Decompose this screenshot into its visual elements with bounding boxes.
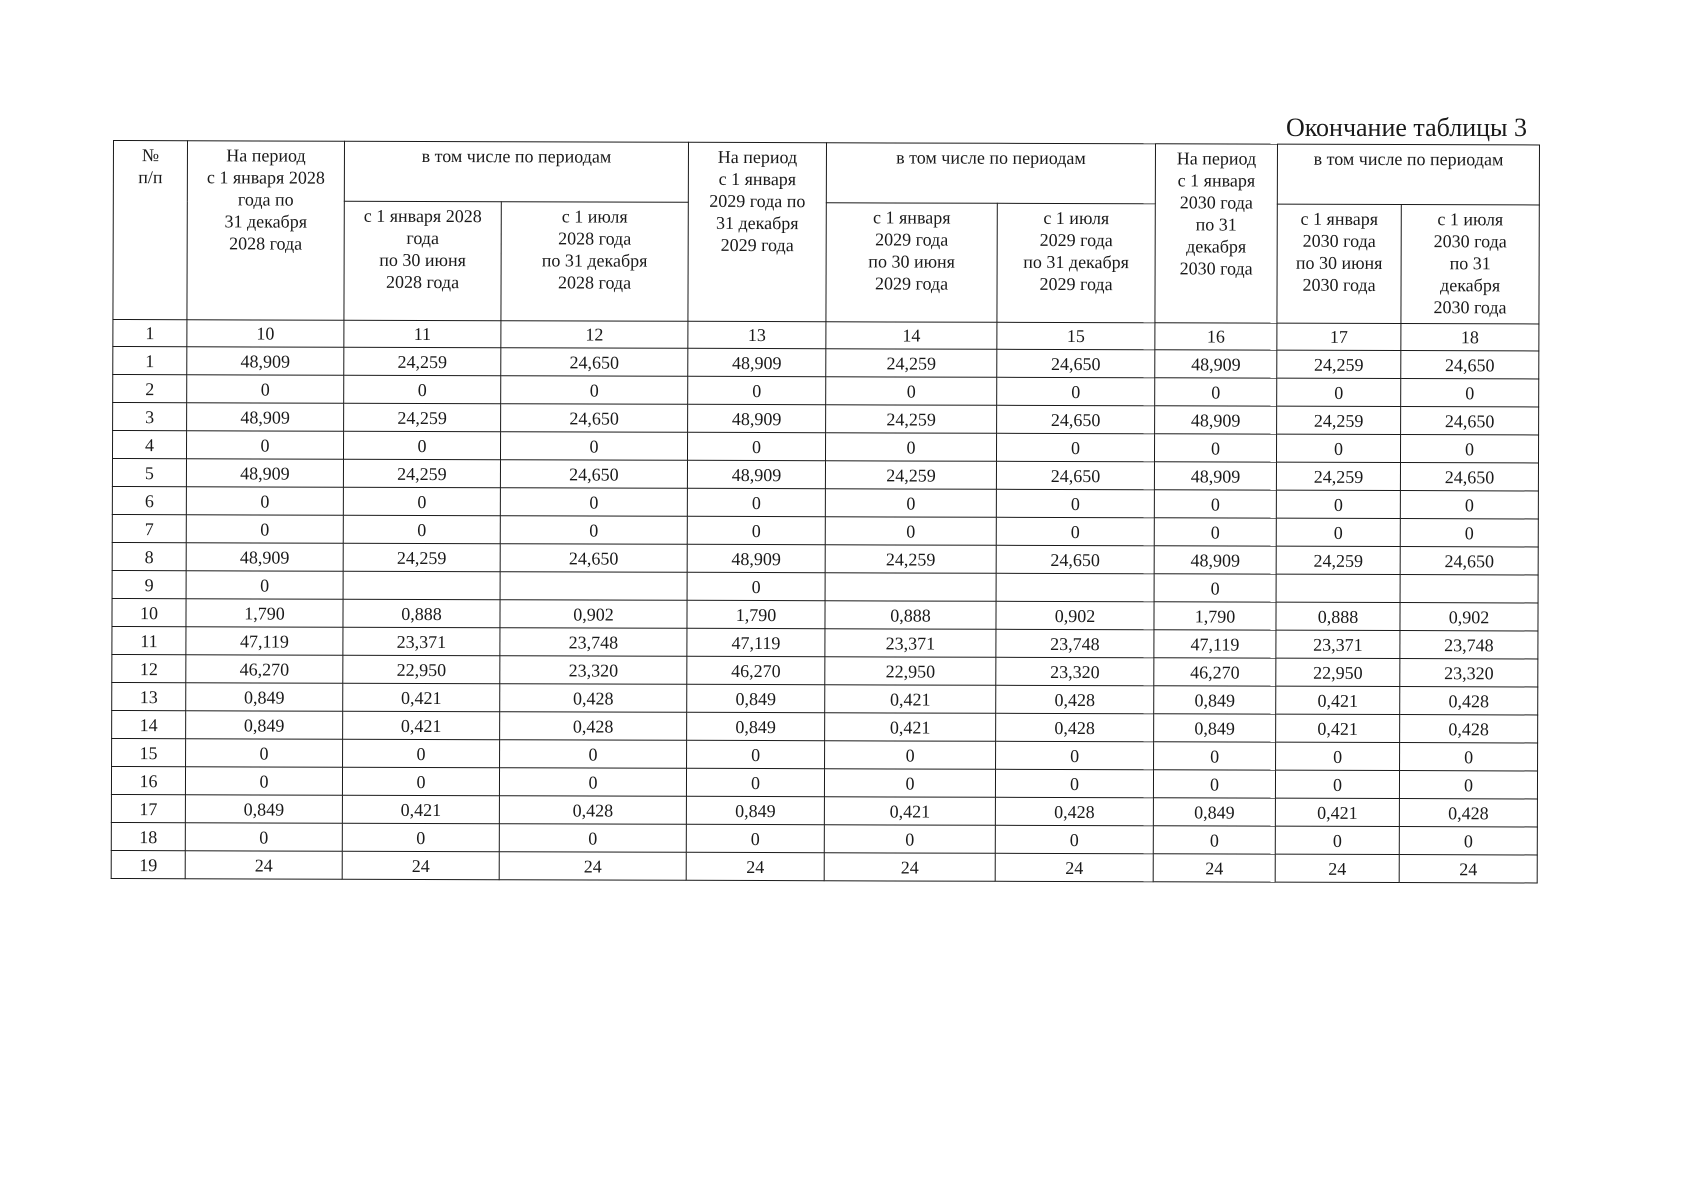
header-2028-total: На период с 1 января 2028 года по 31 декабря 2028 года <box>187 141 345 320</box>
value-cell: 12 <box>501 321 688 349</box>
value-cell: 0,428 <box>996 685 1154 713</box>
value-cell: 0,849 <box>186 683 343 711</box>
table-row <box>112 570 1538 602</box>
value-cell: 0,888 <box>825 601 996 630</box>
value-cell: 23,748 <box>500 628 687 657</box>
value-cell: 48,909 <box>687 460 825 488</box>
value-cell: 0 <box>825 489 996 518</box>
table-row <box>112 738 1538 770</box>
value-cell: 0,428 <box>1400 687 1538 715</box>
value-cell: 0 <box>186 487 343 515</box>
value-cell: 0 <box>1400 491 1538 519</box>
value-cell: 0 <box>1153 826 1275 854</box>
row-number-cell: 11 <box>112 626 186 654</box>
value-cell: 0 <box>1277 378 1401 406</box>
row-number-cell: 9 <box>112 570 186 598</box>
value-cell: 0 <box>186 739 343 767</box>
value-cell: 0 <box>1154 742 1276 770</box>
row-number-cell: 4 <box>112 431 186 459</box>
row-number-cell: 18 <box>111 822 185 850</box>
value-cell: 22,950 <box>343 655 500 683</box>
header-2030-breakdown: в том числе по периодам <box>1277 144 1539 205</box>
value-cell: 0 <box>687 516 825 544</box>
value-cell: 48,909 <box>1154 462 1276 490</box>
value-cell: 0 <box>1276 518 1400 546</box>
value-cell: 23,320 <box>500 656 687 685</box>
value-cell: 48,909 <box>186 543 343 571</box>
value-cell: 0,849 <box>687 712 825 740</box>
value-cell: 24 <box>1399 855 1537 883</box>
value-cell: 23,748 <box>1400 631 1538 659</box>
value-cell: 0 <box>186 515 343 543</box>
table-row <box>112 431 1538 463</box>
table-row <box>112 542 1538 574</box>
value-cell: 48,909 <box>688 348 826 376</box>
value-cell: 24,650 <box>996 545 1154 573</box>
row-number-cell: 5 <box>112 459 186 487</box>
value-cell <box>996 573 1154 601</box>
value-cell: 24,650 <box>501 404 688 433</box>
table-continuation-heading: Окончание таблицы 3 <box>1285 113 1527 142</box>
value-cell: 24 <box>1153 854 1275 882</box>
value-cell: 0,421 <box>825 713 996 742</box>
value-cell: 24,259 <box>343 543 500 571</box>
value-cell: 0,849 <box>1154 714 1276 742</box>
row-number-cell: 2 <box>113 375 187 403</box>
value-cell: 46,270 <box>186 655 343 683</box>
value-cell: 47,119 <box>186 627 343 655</box>
value-cell: 0 <box>996 489 1154 517</box>
row-number-cell: 6 <box>112 486 186 514</box>
value-cell: 0 <box>343 487 500 515</box>
value-cell: 24,650 <box>1401 351 1539 379</box>
value-cell: 0,902 <box>500 600 687 629</box>
value-cell <box>500 572 687 601</box>
value-cell: 23,320 <box>996 657 1154 685</box>
value-cell: 0,421 <box>1275 798 1399 826</box>
value-cell: 0,849 <box>185 795 342 823</box>
value-cell: 0 <box>824 769 995 798</box>
value-cell: 0 <box>686 768 824 796</box>
table-row <box>112 654 1538 686</box>
value-cell: 0 <box>1401 435 1539 463</box>
value-cell: 0 <box>1399 771 1537 799</box>
row-number-cell: 1 <box>113 347 187 375</box>
value-cell: 46,270 <box>1154 658 1276 686</box>
value-cell: 0 <box>1399 827 1537 855</box>
value-cell: 22,950 <box>1276 658 1400 686</box>
value-cell: 0,428 <box>499 796 686 825</box>
value-cell: 24,259 <box>825 461 996 490</box>
table-row <box>112 459 1538 491</box>
value-cell: 24,259 <box>825 545 996 574</box>
value-cell: 0 <box>1400 743 1538 771</box>
value-cell: 0 <box>1154 490 1276 518</box>
header-2028-breakdown: в том числе по периодам <box>344 141 688 202</box>
header-2029-h1: с 1 января 2029 года по 30 июня 2029 года <box>826 203 997 323</box>
value-cell: 48,909 <box>187 347 344 375</box>
value-cell: 47,119 <box>687 628 825 656</box>
row-number-cell: 3 <box>113 403 187 431</box>
value-cell: 24,650 <box>500 544 687 573</box>
value-cell: 10 <box>187 320 344 347</box>
value-cell: 24 <box>185 851 342 879</box>
value-cell: 48,909 <box>688 404 826 432</box>
value-cell: 15 <box>997 322 1155 349</box>
value-cell: 48,909 <box>1154 546 1276 574</box>
row-number-cell: 19 <box>111 850 185 878</box>
value-cell: 0 <box>185 823 342 851</box>
row-number-cell: 17 <box>111 794 185 822</box>
value-cell: 0 <box>688 432 826 460</box>
value-cell: 0 <box>997 377 1155 405</box>
value-cell: 0 <box>1275 770 1399 798</box>
value-cell: 0 <box>825 741 996 770</box>
value-cell: 24,650 <box>1400 463 1538 491</box>
value-cell: 0,421 <box>1276 686 1400 714</box>
table-row <box>113 375 1539 407</box>
value-cell: 24,650 <box>996 461 1154 489</box>
value-cell: 0 <box>186 431 343 459</box>
row-number-cell: 14 <box>112 710 186 738</box>
value-cell: 0 <box>826 433 997 462</box>
value-cell: 24 <box>995 853 1153 881</box>
value-cell: 0,428 <box>500 712 687 741</box>
value-cell: 0 <box>826 377 997 406</box>
value-cell: 0 <box>687 740 825 768</box>
value-cell: 46,270 <box>687 656 825 684</box>
value-cell: 0 <box>343 431 500 459</box>
value-cell: 24,259 <box>1277 350 1401 378</box>
value-cell: 0 <box>342 767 499 795</box>
header-2028-h1: с 1 января 2028 года по 30 июня 2028 года <box>344 201 501 320</box>
value-cell: 0,902 <box>1400 603 1538 631</box>
header-2029-breakdown: в том числе по периодам <box>826 143 1155 204</box>
value-cell: 0 <box>1153 770 1275 798</box>
value-cell: 24,650 <box>1400 547 1538 575</box>
value-cell: 0 <box>501 376 688 405</box>
value-cell: 0 <box>995 769 1153 797</box>
value-cell: 11 <box>344 320 501 347</box>
value-cell: 0,428 <box>996 713 1154 741</box>
header-2029-h2: с 1 июля 2029 года по 31 декабря 2029 года <box>997 203 1155 322</box>
value-cell: 0 <box>1400 519 1538 547</box>
header-2030-h2: с 1 июля 2030 года по 31 декабря 2030 года <box>1401 205 1539 324</box>
value-cell: 0 <box>185 767 342 795</box>
value-cell: 0 <box>343 515 500 543</box>
value-cell: 0 <box>687 572 825 600</box>
value-cell: 0 <box>500 516 687 545</box>
value-cell: 24 <box>499 852 686 881</box>
value-cell: 0 <box>1154 574 1276 602</box>
value-cell: 24,259 <box>344 347 501 375</box>
value-cell: 0 <box>186 571 343 599</box>
value-cell: 47,119 <box>1154 630 1276 658</box>
table-body <box>111 320 1539 883</box>
value-cell: 0,849 <box>1154 686 1276 714</box>
value-cell: 0 <box>996 517 1154 545</box>
value-cell: 0,888 <box>1276 602 1400 630</box>
value-cell: 0 <box>997 433 1155 461</box>
value-cell: 0 <box>1155 378 1277 406</box>
row-number-cell: 15 <box>112 738 186 766</box>
value-cell: 0 <box>1276 490 1400 518</box>
value-cell: 0,428 <box>1400 715 1538 743</box>
row-number-cell: 8 <box>112 542 186 570</box>
value-cell: 0 <box>686 824 824 852</box>
header-2029-total: На период с 1 января 2029 года по 31 декабря 2029 года <box>688 142 827 321</box>
value-cell: 23,371 <box>343 627 500 655</box>
value-cell <box>1400 575 1538 603</box>
table-row <box>112 682 1538 714</box>
value-cell: 0 <box>825 517 996 546</box>
table-row <box>111 794 1537 826</box>
value-cell: 0,421 <box>343 683 500 711</box>
value-cell: 0 <box>1277 434 1401 462</box>
value-cell: 48,909 <box>187 403 344 431</box>
header-row-number: № п/п <box>113 141 188 320</box>
value-cell: 18 <box>1401 324 1539 351</box>
value-cell: 0,888 <box>343 599 500 627</box>
value-cell: 0,421 <box>824 797 995 826</box>
value-cell: 0 <box>342 823 499 851</box>
value-cell: 48,909 <box>186 459 343 487</box>
table-row <box>111 850 1537 882</box>
value-cell: 0,428 <box>995 797 1153 825</box>
table-row <box>111 822 1537 854</box>
value-cell: 48,909 <box>1155 350 1277 378</box>
value-cell: 24,650 <box>997 405 1155 433</box>
value-cell: 24,259 <box>344 403 501 431</box>
value-cell: 1,790 <box>1154 602 1276 630</box>
value-cell: 0 <box>344 375 501 403</box>
row-number-cell: 1 <box>113 320 187 347</box>
value-cell: 23,320 <box>1400 659 1538 687</box>
header-2030-total: На период с 1 января 2030 года по 31 декабря 2030 года <box>1155 144 1278 323</box>
value-cell: 0 <box>187 375 344 403</box>
value-cell: 24 <box>342 851 499 879</box>
header-2028-h2: с 1 июля 2028 года по 31 декабря 2028 года <box>501 202 688 322</box>
value-cell: 0 <box>824 825 995 854</box>
row-number-cell: 10 <box>112 598 186 626</box>
value-cell: 14 <box>826 322 997 350</box>
value-cell: 0 <box>499 768 686 797</box>
value-cell: 0,421 <box>343 711 500 739</box>
value-cell: 0 <box>500 740 687 769</box>
value-cell: 0 <box>1155 434 1277 462</box>
value-cell: 0,849 <box>186 711 343 739</box>
value-cell: 24,650 <box>500 460 687 489</box>
value-cell: 0 <box>1154 518 1276 546</box>
value-cell: 24,650 <box>501 348 688 377</box>
value-cell: 24,650 <box>1401 407 1539 435</box>
value-cell: 13 <box>688 321 826 348</box>
value-cell: 23,371 <box>825 629 996 658</box>
row-number-cell: 13 <box>112 682 186 710</box>
table-row <box>112 626 1538 658</box>
value-cell: 24,259 <box>1277 406 1401 434</box>
value-cell: 24,259 <box>1276 546 1400 574</box>
value-cell: 24 <box>686 852 824 880</box>
table-row <box>112 486 1538 518</box>
value-cell: 24 <box>824 853 995 882</box>
value-cell: 0 <box>687 488 825 516</box>
value-cell: 0 <box>500 488 687 517</box>
value-cell: 0 <box>995 825 1153 853</box>
value-cell: 17 <box>1277 323 1401 350</box>
value-cell: 0,849 <box>1153 798 1275 826</box>
value-cell: 0 <box>499 824 686 853</box>
value-cell: 0,902 <box>996 601 1154 629</box>
value-cell: 24,259 <box>826 349 997 378</box>
value-cell: 23,748 <box>996 629 1154 657</box>
value-cell: 0,428 <box>500 684 687 713</box>
table-row <box>112 598 1538 630</box>
row-number-cell: 16 <box>111 766 185 794</box>
value-cell: 24 <box>1275 854 1399 882</box>
header-2030-h1: с 1 января 2030 года по 30 июня 2030 года <box>1277 204 1401 323</box>
value-cell: 0 <box>500 432 687 461</box>
value-cell: 24,259 <box>1276 462 1400 490</box>
row-number-cell: 7 <box>112 514 186 542</box>
value-cell: 0 <box>1276 742 1400 770</box>
value-cell: 0,421 <box>1276 714 1400 742</box>
value-cell: 0,849 <box>687 684 825 712</box>
value-cell <box>343 571 500 599</box>
value-cell: 0 <box>996 741 1154 769</box>
value-cell: 1,790 <box>687 600 825 628</box>
value-cell: 48,909 <box>1155 406 1277 434</box>
value-cell: 22,950 <box>825 657 996 686</box>
value-cell: 1,790 <box>186 599 343 627</box>
value-cell: 24,259 <box>826 405 997 434</box>
value-cell: 0,421 <box>342 795 499 823</box>
value-cell: 0 <box>1275 826 1399 854</box>
value-cell: 0,421 <box>825 685 996 714</box>
value-cell: 24,259 <box>343 459 500 487</box>
value-cell: 0 <box>343 739 500 767</box>
value-cell: 0 <box>1401 379 1539 407</box>
value-cell: 24,650 <box>997 349 1155 377</box>
value-cell: 16 <box>1155 323 1277 350</box>
header-row-top <box>113 141 1539 205</box>
value-cell: 0,849 <box>686 796 824 824</box>
table-row <box>111 766 1537 798</box>
tariff-table <box>111 140 1540 883</box>
value-cell: 23,371 <box>1276 630 1400 658</box>
table-row <box>113 403 1539 435</box>
value-cell: 0,428 <box>1399 799 1537 827</box>
value-cell: 48,909 <box>687 544 825 572</box>
row-number-cell: 12 <box>112 654 186 682</box>
table-row <box>112 710 1538 742</box>
value-cell <box>1276 574 1400 602</box>
table-row <box>112 514 1538 546</box>
value-cell <box>825 573 996 602</box>
value-cell: 0 <box>688 376 826 404</box>
table-row <box>113 347 1539 379</box>
